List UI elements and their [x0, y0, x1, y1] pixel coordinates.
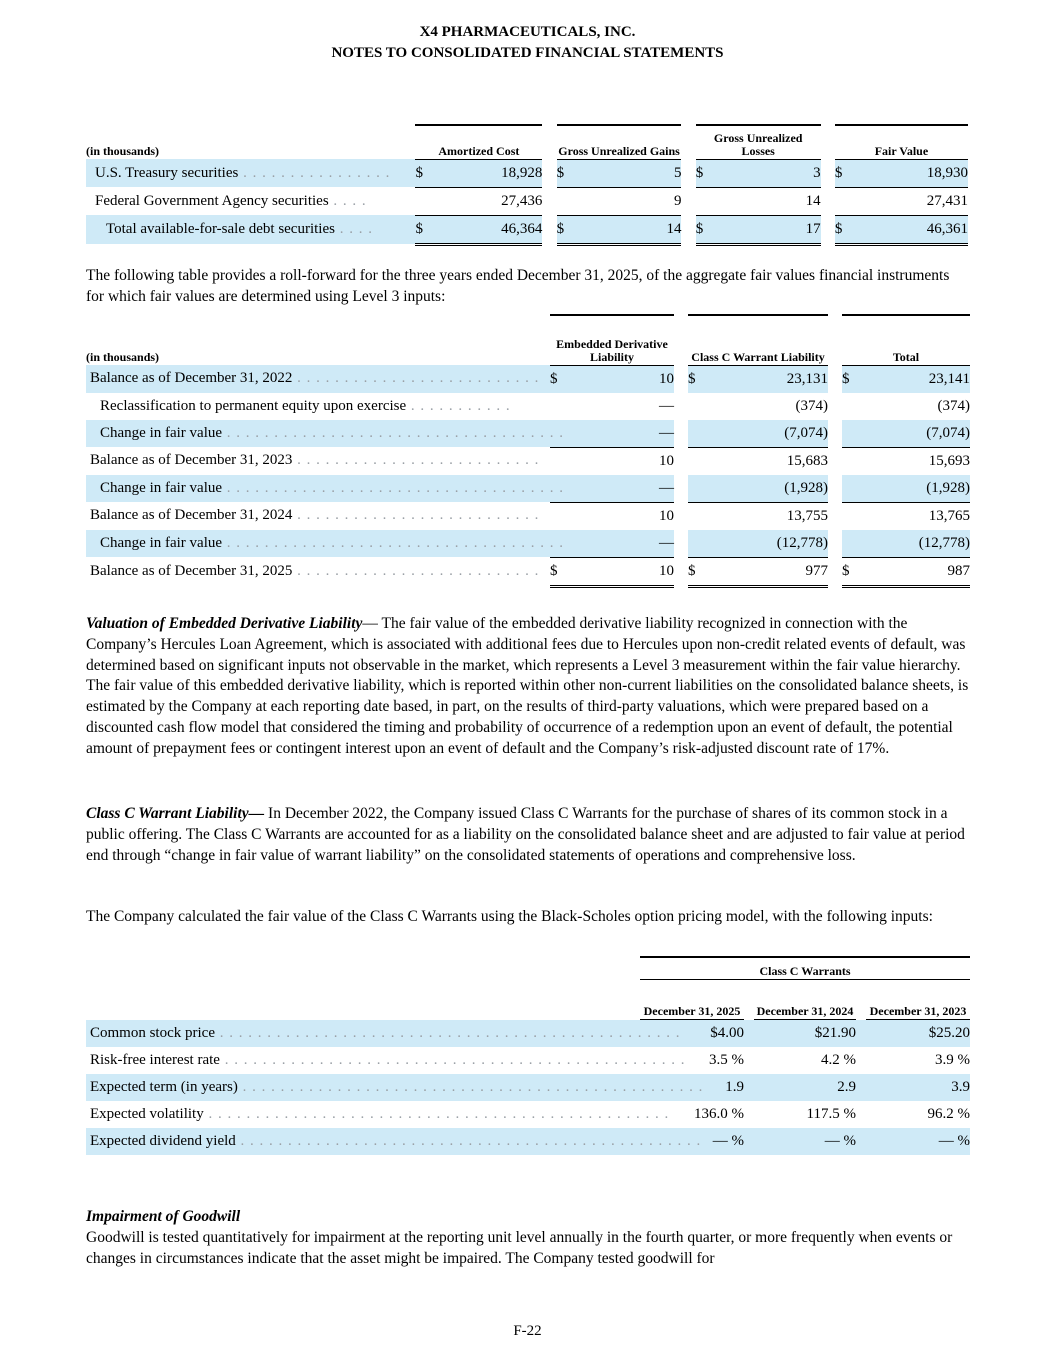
table-row: Reclassification to permanent equity upon exercise . . . . . . . . . . . — (374) (374) [86, 393, 970, 420]
currency-symbol: $ [842, 365, 862, 393]
cell-value: — % [866, 1128, 970, 1155]
currency-symbol [688, 393, 708, 420]
cell-value: — % [640, 1128, 744, 1155]
currency-symbol [842, 502, 862, 530]
cell-value: (1,928) [708, 475, 828, 503]
cell-value: 4.2 % [821, 1052, 856, 1068]
cell-value: 15,693 [928, 452, 971, 469]
currency-symbol [557, 187, 577, 215]
table-row: Change in fair value . . . . . . . . . . . . . . . . . . . . . . . . . . . . . . . . . . . . — (1,928) (1,928) [86, 475, 970, 503]
table-row: Expected term (in years) . . . . . . . . . . . . . . . . . . . . . . . . . . . . . . . . . . . . . . . . . . . . . . . . . 1.9 2.9 3.9 [86, 1074, 970, 1101]
cell-value: 27,436 [436, 187, 542, 215]
cell-value: $21.90 [754, 1020, 856, 1048]
embedded-derivative-paragraph [86, 614, 970, 760]
company-name: X4 PHARMACEUTICALS, INC. [419, 24, 636, 40]
cell-value: 3 [716, 159, 820, 187]
warrant-text: In December 2022, the Company issued Class C Warrants for the purchase of shares of its common stock in a public offering. The Class C Warrants are accounted for as a liability on the consolidated balance sheet and are adjusted to fair value at period end through “change in fair value of warrant liability” on the consolidated statements of operations and comprehensive loss. [86, 805, 965, 864]
cell-value: $4.00 [640, 1020, 744, 1048]
cell-value: 18,928 [436, 159, 542, 187]
cell-value: (7,074) [862, 420, 970, 448]
currency-symbol: $ [557, 159, 577, 187]
currency-symbol: $ [842, 557, 862, 586]
row-label: U.S. Treasury securities [95, 164, 239, 181]
cell-value: 46,361 [855, 215, 968, 244]
currency-symbol: $ [415, 159, 435, 187]
table-row: Common stock price . . . . . . . . . . . . . . . . . . . . . . . . . . . . . . . . . . . . . . . . . . . . . . . . . $4.00 $21.90 $25.20 [86, 1020, 970, 1048]
cell-value: (1,928) [862, 475, 970, 503]
cell-value: 46,364 [436, 215, 542, 244]
currency-symbol [842, 475, 862, 503]
table-row: Change in fair value . . . . . . . . . . . . . . . . . . . . . . . . . . . . . . . . . . . . — (7,074) (7,074) [86, 420, 970, 448]
currency-symbol: $ [696, 159, 716, 187]
currency-symbol: $ [835, 159, 855, 187]
currency-symbol: $ [688, 365, 708, 393]
currency-symbol [842, 530, 862, 558]
cell-value: (7,074) [708, 420, 828, 448]
black-scholes-table [86, 956, 970, 1155]
bs-col-2024: December 31, 2024 [754, 980, 856, 1020]
row-label: Change in fair value [100, 424, 223, 441]
bs-col-2023: December 31, 2023 [866, 980, 970, 1020]
cell-value: 10 [659, 452, 675, 469]
cell-value: — [570, 420, 674, 448]
table-row: Change in fair value . . . . . . . . . . . . . . . . . . . . . . . . . . . . . . . . . . . . — (12,778) (12,778) [86, 530, 970, 558]
cell-value: 977 [708, 557, 828, 586]
table-row: Balance as of December 31, 2025 . . . . . . . . . . . . . . . . . . . . . . . . . . $ 10 $ 977 $ 987 [86, 557, 970, 586]
cell-value: 3.9 [866, 1074, 970, 1101]
row-label: Change in fair value [100, 479, 223, 496]
black-scholes-intro: The Company calculated the fair value of the Class C Warrants using the Black-Scholes option pricing model, with the following inputs: [86, 908, 933, 925]
afs-col-unrealized-losses: Gross Unrealized Losses [696, 125, 821, 159]
cell-value: — [659, 397, 675, 414]
table-row: Total available-for-sale debt securities . . . . $ 46,364 $ 14 $ 17 $ 46,361 [86, 215, 968, 244]
level3-col-embedded: Embedded Derivative Liability [550, 315, 674, 365]
row-label: Balance as of December 31, 2025 [90, 563, 293, 579]
level3-col-warrant: Class C Warrant Liability [688, 315, 828, 365]
page-number: F-22 [513, 1323, 542, 1339]
table-row: Balance as of December 31, 2024 . . . . . . . . . . . . . . . . . . . . . . . . . . 10 13,755 13,765 [86, 502, 970, 530]
currency-symbol: $ [550, 365, 570, 393]
rollforward-intro: The following table provides a roll-forward for the three years ended December 31, 2025, of the aggregate fair values financial instruments for which fair values are determined using Level 3 inputs: [86, 267, 950, 305]
currency-symbol: $ [688, 557, 708, 586]
cell-value: 10 [659, 507, 675, 524]
cell-value: 136.0 % [694, 1106, 744, 1122]
cell-value: 23,141 [862, 365, 970, 393]
embedded-derivative-heading: Valuation of Embedded Derivative Liability [86, 615, 363, 632]
goodwill-paragraph [86, 1207, 970, 1269]
afs-col-amortized-cost: Amortized Cost [415, 125, 542, 159]
afs-table [86, 124, 968, 246]
cell-value: 10 [570, 557, 674, 586]
cell-value: 1.9 [640, 1074, 744, 1101]
cell-value: 3.9 % [935, 1052, 971, 1068]
cell-value: 13,765 [928, 507, 971, 524]
embedded-derivative-text: — The fair value of the embedded derivative liability recognized in connection with the Company’s Hercules Loan Agreement, which is associated with additional fees due to Hercules upon non-credit related events of default, was determined based on significant inputs not observable in the market, which represents a Level 3 measurement within the fair value hierarchy. The fair value of this embedded derivative liability, which is reported within other non-current liabilities on the consolidated balance sheets, is estimated by the Company at each reporting date based, in part, on the results of third-party valuations, which were prepared based on a discounted cash flow model that considered the timing and probability of occurrence of a redemption upon an event of default, the potential amount of prepayment fees or contingent interest upon an event of default and the Company’s risk-adjusted discount rate of 17%. [86, 615, 969, 757]
currency-symbol [842, 447, 862, 475]
currency-symbol: $ [557, 215, 577, 244]
goodwill-heading: Impairment of Goodwill [86, 1208, 241, 1225]
table-row: Expected dividend yield . . . . . . . . . . . . . . . . . . . . . . . . . . . . . . . . . . . . . . . . . . . . . . . . . — % — % — % [86, 1128, 970, 1155]
cell-value: 5 [577, 159, 681, 187]
currency-symbol [688, 502, 708, 530]
row-label: Expected dividend yield [90, 1133, 236, 1149]
row-label: Change in fair value [100, 534, 223, 551]
currency-symbol [550, 447, 570, 475]
currency-symbol [842, 393, 862, 420]
cell-value: 10 [570, 365, 674, 393]
cell-value: 9 [577, 187, 681, 215]
bs-col-2025: December 31, 2025 [640, 980, 744, 1020]
row-label: Expected term (in years) [90, 1079, 238, 1095]
currency-symbol [842, 420, 862, 448]
afs-col-unrealized-gains: Gross Unrealized Gains [557, 125, 682, 159]
currency-symbol [688, 420, 708, 448]
cell-value: $25.20 [866, 1020, 970, 1048]
class-c-warrants-header: Class C Warrants [640, 957, 970, 980]
cell-value: 2.9 [754, 1074, 856, 1101]
row-label: Balance as of December 31, 2022 [90, 370, 293, 387]
warrant-heading: Class C Warrant Liability— [86, 805, 265, 822]
currency-symbol [415, 187, 435, 215]
warrant-paragraph [86, 804, 970, 866]
cell-value: 96.2 % [927, 1106, 971, 1122]
row-label: Reclassification to permanent equity upon exercise [100, 397, 407, 414]
row-label: Balance as of December 31, 2024 [90, 507, 293, 524]
currency-symbol [688, 530, 708, 558]
currency-symbol [835, 187, 855, 215]
row-label: Expected volatility [90, 1106, 204, 1122]
row-label: Federal Government Agency securities [95, 192, 329, 209]
table-row: Balance as of December 31, 2022 . . . . . . . . . . . . . . . . . . . . . . . . . . $ 10 $ 23,131 $ 23,141 [86, 365, 970, 393]
currency-symbol [550, 502, 570, 530]
currency-symbol [696, 187, 716, 215]
table-row: Balance as of December 31, 2023 . . . . . . . . . . . . . . . . . . . . . . . . . . 10 15,683 15,693 [86, 447, 970, 475]
cell-value: 23,131 [708, 365, 828, 393]
afs-col-fair-value: Fair Value [835, 125, 968, 159]
table-row: Federal Government Agency securities . . . . 27,436 9 14 27,431 [86, 187, 968, 215]
page-header [0, 22, 1055, 64]
cell-value: 3.5 % [709, 1052, 744, 1068]
cell-value: — [570, 475, 674, 503]
cell-value: 15,683 [786, 452, 829, 469]
cell-value: 14 [577, 215, 681, 244]
table-row: U.S. Treasury securities . . . . . . . . . . . . . . . . $ 18,928 $ 5 $ 3 $ 18,930 [86, 159, 968, 187]
goodwill-text: Goodwill is tested quantitatively for impairment at the reporting unit level annually in the fourth quarter, or more frequently when events or changes in circumstances indicate that the asset might be impaired. The Company tested goodwill for [86, 1228, 953, 1267]
cell-value: (374) [795, 397, 829, 414]
currency-symbol: $ [415, 215, 435, 244]
cell-value: (12,778) [708, 530, 828, 558]
row-label: Common stock price [90, 1024, 215, 1041]
afs-unit-label: (in thousands) [86, 144, 160, 158]
table-row: Risk-free interest rate . . . . . . . . . . . . . . . . . . . . . . . . . . . . . . . . . . . . . . . . . . . . . . . . . 3.5 % 4.2 % 3.9 % [86, 1047, 970, 1074]
cell-value: 987 [862, 557, 970, 586]
row-label: Total available-for-sale debt securities [106, 221, 335, 237]
currency-symbol [688, 447, 708, 475]
currency-symbol: $ [550, 557, 570, 586]
level3-table [86, 314, 970, 588]
currency-symbol [688, 475, 708, 503]
cell-value: — % [754, 1128, 856, 1155]
table-row: Expected volatility . . . . . . . . . . . . . . . . . . . . . . . . . . . . . . . . . . . . . . . . . . . . . . . . . 136.0 % 117.5 % 96.2 % [86, 1101, 970, 1128]
cell-value: 14 [716, 187, 820, 215]
currency-symbol: $ [696, 215, 716, 244]
cell-value: 27,431 [855, 187, 968, 215]
cell-value: 117.5 % [806, 1106, 856, 1122]
cell-value: 13,755 [786, 507, 829, 524]
level3-col-total: Total [842, 315, 970, 365]
cell-value: 18,930 [855, 159, 968, 187]
page-subtitle: NOTES TO CONSOLIDATED FINANCIAL STATEMENTS [331, 45, 724, 61]
row-label: Balance as of December 31, 2023 [90, 452, 293, 469]
currency-symbol [550, 393, 570, 420]
cell-value: (374) [937, 397, 971, 414]
currency-symbol: $ [835, 215, 855, 244]
level3-unit-label: (in thousands) [86, 350, 160, 364]
cell-value: (12,778) [862, 530, 970, 558]
cell-value: 17 [716, 215, 820, 244]
row-label: Risk-free interest rate [90, 1052, 220, 1068]
cell-value: — [570, 530, 674, 558]
